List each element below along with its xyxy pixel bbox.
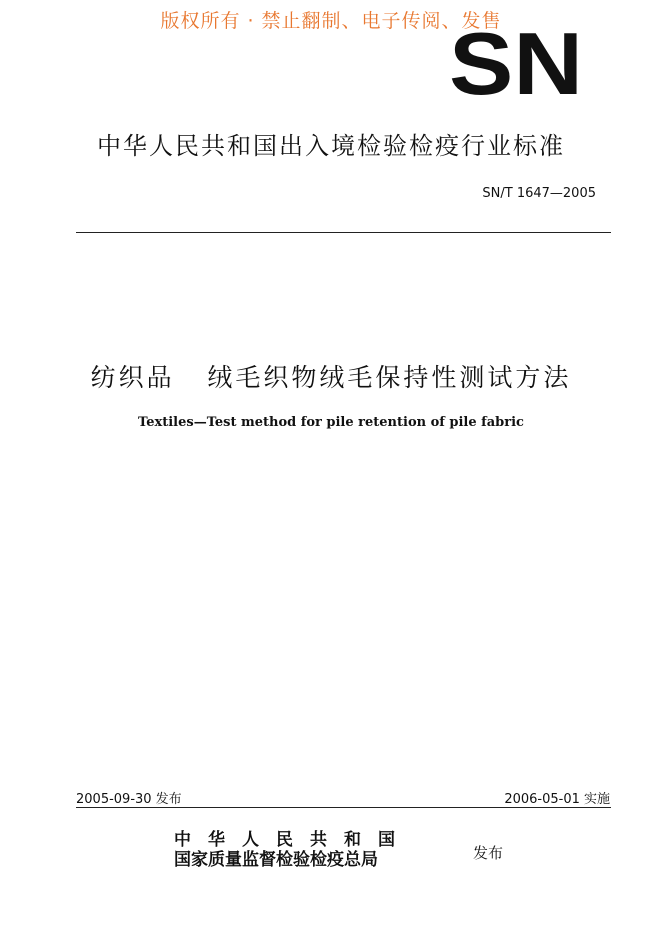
issuer-country: 中华人民共和国 xyxy=(174,830,412,850)
header-divider xyxy=(76,232,611,233)
standard-number: SN/T 1647—2005 xyxy=(482,186,596,201)
sn-logo-graphic xyxy=(446,30,586,98)
issuer-agency: 国家质量监督检验检疫总局 xyxy=(174,850,378,870)
implementation-date: 2006-05-01 实施 xyxy=(504,792,610,807)
issue-date: 2005-09-30 发布 xyxy=(76,792,182,807)
document-title-cn: 纺织品 绒毛织物绒毛保持性测试方法 xyxy=(90,363,572,392)
issuer-block xyxy=(174,830,464,870)
standard-category: 中华人民共和国出入境检验检疫行业标准 xyxy=(97,132,565,160)
footer-divider xyxy=(76,807,611,808)
sn-logo xyxy=(446,30,586,98)
document-title-en: Textiles—Test method for pile retention of pile fabric xyxy=(138,415,524,430)
svg-text:SN: SN xyxy=(449,30,583,98)
issuer-action: 发布 xyxy=(473,844,504,862)
copyright-watermark: 版权所有 · 禁止翻制、电子传阅、发售 xyxy=(160,10,502,32)
